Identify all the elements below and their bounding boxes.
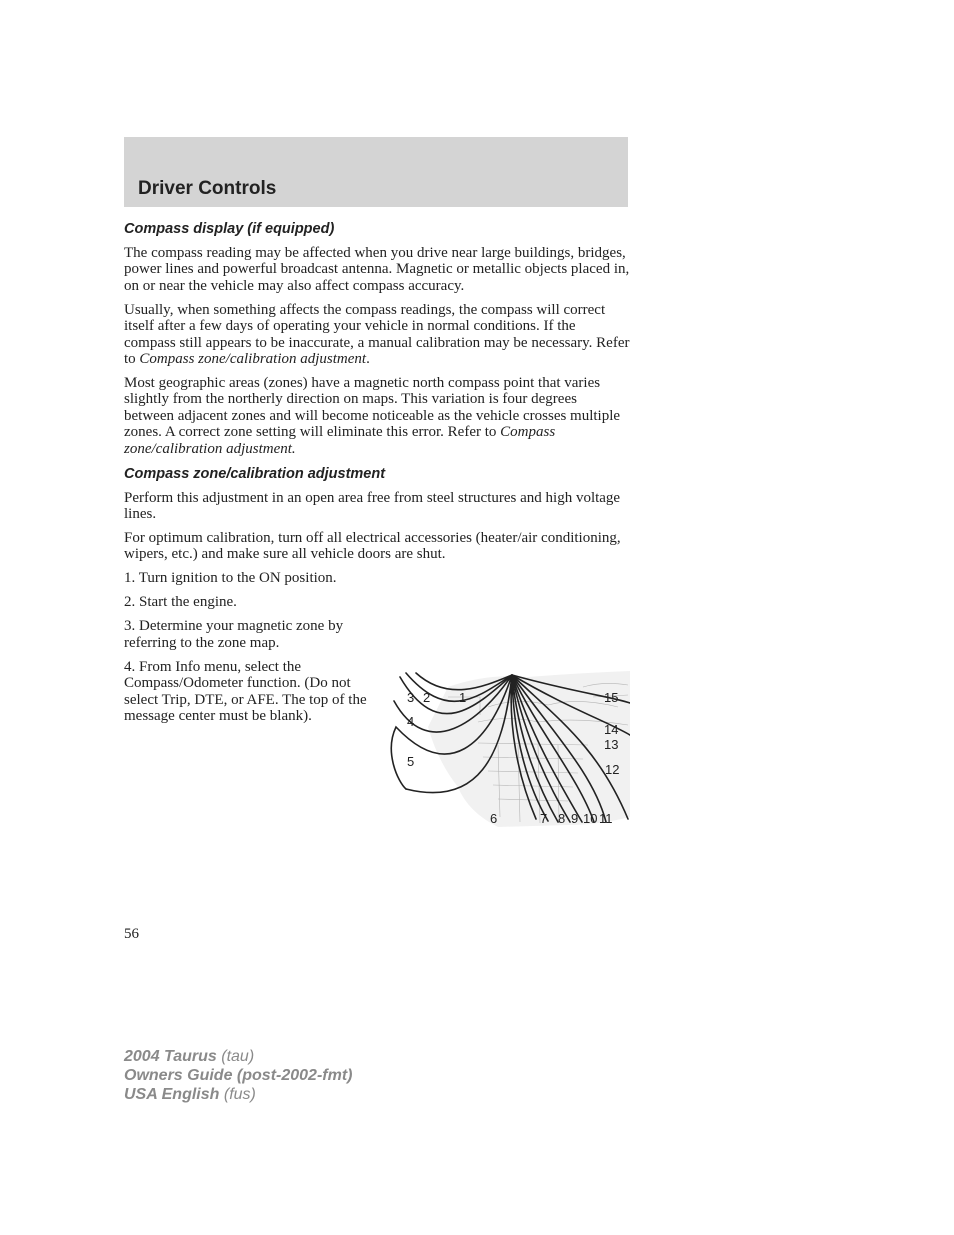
step-4: 4. From Info menu, select the Compass/Odometer function. (Do not select Trip, DTE, or AFE. The top of the message center must be blank). bbox=[124, 658, 367, 725]
zone-label: 11 bbox=[599, 811, 613, 826]
zone-label: 5 bbox=[407, 754, 415, 769]
paragraph-end: . bbox=[366, 351, 370, 368]
paragraph-compass-affected: The compass reading may be affected when you drive near large buildings, bridges, power lines and powerful broadcast antenna. Magnetic or metallic objects placed in, on or near the vehicle may also affect compass accuracy. bbox=[124, 245, 630, 294]
zone-label: 13 bbox=[604, 737, 619, 752]
footer-line-2: Owners Guide (post-2002-fmt) bbox=[124, 1067, 353, 1084]
paragraph-text: Usually, when something affects the compass readings, the compass will correct itself after a few days of operating your vehicle in normal conditions. If the compass still appears to be inaccurate, a manual calibration may be necessary. Refer to bbox=[124, 301, 630, 368]
cross-reference: Compass zone/calibration adjustment bbox=[139, 351, 367, 368]
zone-label: 2 bbox=[423, 690, 431, 705]
zone-label: 12 bbox=[605, 762, 620, 777]
zone-label: 6 bbox=[490, 811, 498, 826]
paragraph-zones bbox=[124, 375, 630, 457]
zone-label: 4 bbox=[407, 714, 415, 729]
step-3: 3. Determine your magnetic zone by referring to the zone map. bbox=[124, 618, 344, 651]
page-content bbox=[124, 220, 630, 732]
document-footer bbox=[124, 1047, 352, 1104]
page-number: 56 bbox=[124, 926, 139, 942]
zone-label: 14 bbox=[604, 722, 619, 737]
zone-label: 3 bbox=[407, 690, 415, 705]
paragraph-open-area: Perform this adjustment in an open area free from steel structures and high voltage lines. bbox=[124, 489, 621, 523]
zone-label: 7 bbox=[540, 811, 548, 826]
paragraph-compass-self-correct bbox=[124, 302, 630, 368]
section-header-bar bbox=[124, 137, 628, 207]
paragraph-text: Most geographic areas (zones) have a magnetic north compass point that varies slightly from the northerly direction on maps. This variation is four degrees between adjacent zones and will become noticeable as the vehicle crosses multiple zones. A correct zone setting will eliminate this error. Refer to bbox=[124, 375, 621, 441]
footer-line-3: USA English (fus) bbox=[124, 1086, 256, 1103]
step-2: 2. Start the engine. bbox=[124, 594, 237, 611]
zone-label: 10 bbox=[583, 811, 598, 826]
zone-map-figure bbox=[388, 667, 630, 827]
zone-label: 9 bbox=[571, 811, 579, 826]
zone-label: 15 bbox=[604, 690, 619, 705]
zone-label: 8 bbox=[558, 811, 566, 826]
calibration-heading: Compass zone/calibration adjustment bbox=[124, 465, 386, 482]
paragraph-optimum-calibration: For optimum calibration, turn off all electrical accessories (heater/air conditioning, wipers, etc.) and make sure all vehicle doors are shut. bbox=[124, 530, 621, 563]
step-1: 1. Turn ignition to the ON position. bbox=[124, 570, 337, 587]
compass-display-heading: Compass display (if equipped) bbox=[124, 221, 335, 237]
section-title: Driver Controls bbox=[138, 178, 277, 199]
cross-reference: Compass zone/calibration adjustment. bbox=[124, 424, 556, 457]
zone-label: 1 bbox=[459, 690, 467, 705]
footer-line-1: 2004 Taurus (tau) bbox=[124, 1048, 255, 1065]
